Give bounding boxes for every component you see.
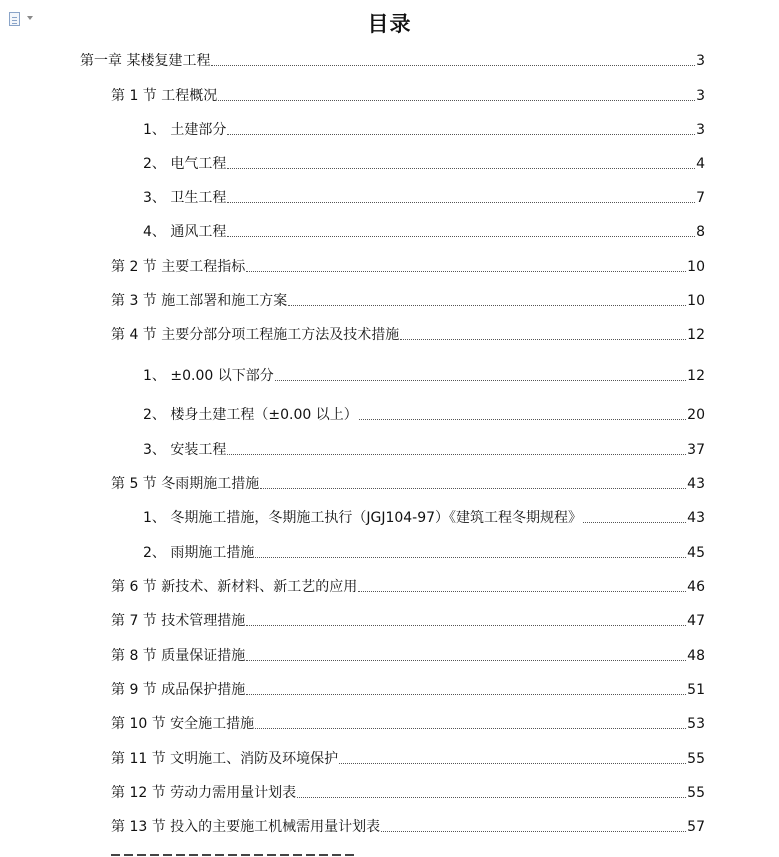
- toc-entry-page: 8: [696, 224, 705, 240]
- toc-entry-label: 第 7 节 技术管理措施: [111, 613, 246, 629]
- toc-entry-page: 45: [687, 545, 705, 561]
- toc-entry-label: 第 1 节 工程概况: [111, 88, 218, 104]
- toc-entry-page: 10: [687, 293, 705, 309]
- toc-entry-label: 第 13 节 投入的主要施工机械需用量计划表: [111, 819, 381, 835]
- toc-entry-page: 55: [687, 785, 705, 801]
- dot-leader: [218, 100, 695, 101]
- toc-entry-item-4-1[interactable]: [143, 365, 705, 385]
- toc-entry-section-5[interactable]: [111, 473, 705, 493]
- toc-entry-page: 12: [687, 368, 705, 384]
- toc-entry-item-4-2[interactable]: [143, 404, 705, 424]
- dot-leader: [211, 65, 695, 66]
- toc-entry-label: 1、 冬期施工措施，冬期施工执行（JGJ104-97）《建筑工程冬期规程》: [143, 510, 583, 526]
- toc-entry-page: 20: [687, 407, 705, 423]
- toc-entry-item-1-3[interactable]: [143, 187, 705, 207]
- toc-entry-page: 55: [687, 751, 705, 767]
- dot-leader: [227, 202, 695, 203]
- toc-entry-label: 1、 土建部分: [143, 122, 227, 138]
- toc-entry-chapter-1[interactable]: [80, 50, 705, 70]
- toc-entry-label: 第 4 节 主要分部分项工程施工方法及技术措施: [111, 327, 400, 343]
- toc-entry-page: 51: [687, 682, 705, 698]
- toc-entry-label: 4、 通风工程: [143, 224, 227, 240]
- toc-entry-item-1-2[interactable]: [143, 153, 705, 173]
- toc-entry-item-1-4[interactable]: [143, 221, 705, 241]
- dot-leader: [260, 488, 686, 489]
- toc-entry-page: 3: [696, 88, 705, 104]
- dot-leader: [246, 694, 686, 695]
- toc-entry-label: 1、 ±0.00 以下部分: [143, 368, 274, 384]
- toc-entry-label: 3、 安装工程: [143, 442, 227, 458]
- toc-entry-label: 2、 电气工程: [143, 156, 227, 172]
- toc-entry-section-11[interactable]: [111, 748, 705, 768]
- toc-entry-label: 第 8 节 质量保证措施: [111, 648, 246, 664]
- toc-entry-item-5-2[interactable]: [143, 542, 705, 562]
- toc-entry-item-1-1[interactable]: [143, 119, 705, 139]
- dot-leader: [339, 763, 686, 764]
- toc-entry-label: 第一章 某楼复建工程: [80, 53, 211, 69]
- dot-leader: [246, 271, 686, 272]
- dot-leader: [227, 134, 695, 135]
- dot-leader: [255, 557, 686, 558]
- toc-entry-page: 37: [687, 442, 705, 458]
- toc-entry-section-4[interactable]: [111, 324, 705, 344]
- dot-leader: [381, 831, 686, 832]
- dot-leader: [227, 168, 695, 169]
- toc-entry-section-12[interactable]: [111, 782, 705, 802]
- dot-leader: [275, 380, 686, 381]
- toc-entry-section-6[interactable]: [111, 576, 705, 596]
- dot-leader: [227, 454, 686, 455]
- toc-entry-page: 57: [687, 819, 705, 835]
- toc-entry-section-9[interactable]: [111, 679, 705, 699]
- toc-entry-section-13[interactable]: [111, 816, 705, 836]
- toc-entry-page: 7: [696, 190, 705, 206]
- toc-entry-label: 第 3 节 施工部署和施工方案: [111, 293, 288, 309]
- toc-entry-page: 47: [687, 613, 705, 629]
- dot-leader: [400, 339, 686, 340]
- toc-entry-label: 2、 雨期施工措施: [143, 545, 255, 561]
- toc-entry-page: 48: [687, 648, 705, 664]
- dot-leader: [358, 591, 686, 592]
- toc-entry-label: 第 9 节 成品保护措施: [111, 682, 246, 698]
- toc-entry-page: 46: [687, 579, 705, 595]
- dot-leader: [227, 236, 695, 237]
- toc-entry-section-3[interactable]: [111, 290, 705, 310]
- toc-entry-page: 53: [687, 716, 705, 732]
- toc-title: 目录: [367, 11, 412, 36]
- toc-entry-label: 第 11 节 文明施工、消防及环境保护: [111, 751, 339, 767]
- dot-leader: [583, 522, 686, 523]
- toc-entry-page: 3: [696, 122, 705, 138]
- toc-entry-section-10[interactable]: [111, 713, 705, 733]
- toc-entry-label: 2、 楼身土建工程（±0.00 以上）: [143, 407, 358, 423]
- toc-entry-label: 第 5 节 冬雨期施工措施: [111, 476, 260, 492]
- toc-entry-item-5-1[interactable]: [143, 507, 705, 527]
- toc-entry-page: 10: [687, 259, 705, 275]
- toc-entry-section-1[interactable]: [111, 85, 705, 105]
- toc-entry-section-8[interactable]: [111, 645, 705, 665]
- toc-entry-label: 第 10 节 安全施工措施: [111, 716, 255, 732]
- toc-entry-label: 第 2 节 主要工程指标: [111, 259, 246, 275]
- dot-leader: [359, 419, 686, 420]
- toc-entry-item-4-3[interactable]: [143, 439, 705, 459]
- dot-leader: [246, 625, 686, 626]
- toc-entry-label: 第 12 节 劳动力需用量计划表: [111, 785, 297, 801]
- toc-entry-page: 4: [696, 156, 705, 172]
- toc-entry-page: 43: [687, 476, 705, 492]
- dot-leader: [255, 728, 686, 729]
- toc-entry-page: 3: [696, 53, 705, 69]
- toc-entry-cut-off: [111, 848, 356, 857]
- toc-entry-page: 43: [687, 510, 705, 526]
- cut-off-text-fragment: [111, 854, 356, 856]
- toc-entry-page: 12: [687, 327, 705, 343]
- toc-entry-section-7[interactable]: [111, 610, 705, 630]
- toc-entry-section-2[interactable]: [111, 256, 705, 276]
- dot-leader: [288, 305, 686, 306]
- toc-entry-label: 3、 卫生工程: [143, 190, 227, 206]
- dot-leader: [297, 797, 686, 798]
- toc-entry-label: 第 6 节 新技术、新材料、新工艺的应用: [111, 579, 358, 595]
- dot-leader: [246, 660, 686, 661]
